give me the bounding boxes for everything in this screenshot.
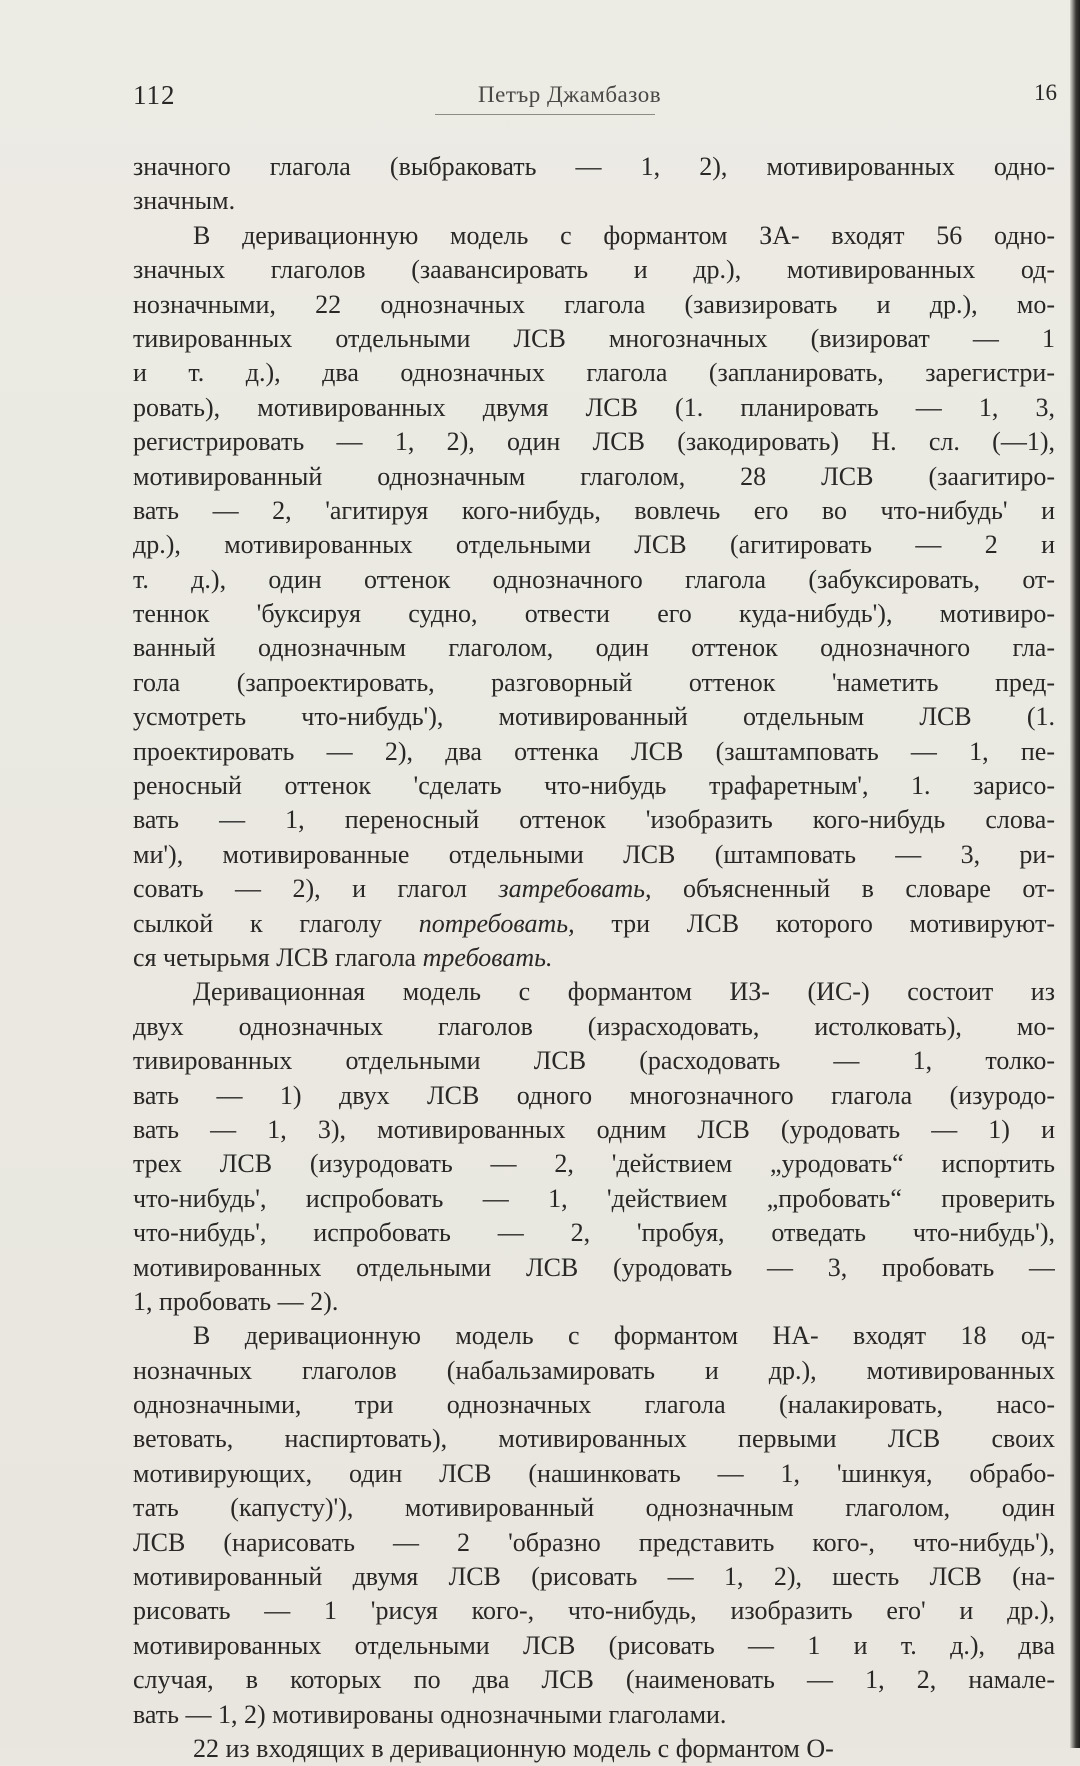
header-rule (435, 114, 655, 115)
text-segment: объясненный в словаре от- (651, 874, 1055, 904)
text-line: др.), мотивированных отдельными ЛСВ (агитировать — 2 и (133, 530, 1055, 560)
text-line: гола (запроектировать, разговорный оттенок 'наметить пред- (133, 667, 1055, 697)
text-line: мотивированный однозначным глаголом, 28 ЛСВ (заагитиро- (133, 461, 1055, 491)
running-header (133, 76, 1057, 116)
text-line (133, 872, 1055, 906)
text-segment: сылкой к глаголу (133, 908, 419, 938)
text-line (133, 907, 1055, 941)
text-line: ванный однозначным глаголом, один оттенок однозначного гла- (133, 633, 1055, 663)
page-number: 112 (133, 80, 176, 110)
text-segment: три ЛСВ которого мотивируют- (574, 908, 1055, 938)
text-line: реносный оттенок 'сделать что-нибудь трафаретным', 1. зарисо- (133, 771, 1055, 801)
text-line: 1, пробовать — 2). (133, 1286, 339, 1316)
italic-word: требовать. (422, 942, 553, 972)
text-line: вать — 1, переносный оттенок 'изобразить кого-нибудь слова- (133, 805, 1055, 835)
text-line: ветовать, наспиртовать), мотивированных первыми ЛСВ своих (133, 1424, 1055, 1454)
text-line: проектировать — 2), два оттенка ЛСВ (заштамповать — 1, пе- (133, 736, 1055, 766)
text-line: и т. д.), два однозначных глагола (запланировать, зарегистри- (133, 358, 1055, 388)
text-line: 22 из входящих в деривационную модель с формантом О- (193, 1733, 834, 1763)
text-line: мотивированных отдельными ЛСВ (рисовать — 1 и т. д.), два (133, 1630, 1055, 1660)
italic-word: затребовать, (498, 874, 652, 904)
text-line: теннок 'буксируя судно, отвести его куда-нибудь'), мотивиро- (133, 599, 1055, 629)
text-line: т. д.), один оттенок однозначного глагола (забуксировать, от- (133, 564, 1055, 594)
text-line: значным. (133, 186, 236, 216)
italic-word: потребовать, (418, 908, 575, 938)
text-line: вать — 1, 2) мотивированы однозначными глаголами. (133, 1699, 727, 1729)
text-line: однозначными, три однозначных глагола (налакировать, насо- (133, 1390, 1055, 1420)
text-line: двух однозначных глаголов (израсходовать, истолковать), мо- (133, 1011, 1055, 1041)
text-line: Деривационная модель с формантом ИЗ- (ИС-) состоит из (193, 977, 1055, 1007)
text-segment: совать — 2), и глагол (133, 874, 499, 904)
text-segment: ся четырьмя ЛСВ глагола (133, 942, 423, 972)
text-line: значного глагола (выбраковать — 1, 2), мотивированных одно- (133, 152, 1055, 181)
text-line: регистрировать — 1, 2), один ЛСВ (закодировать) Н. сл. (—1), (133, 427, 1055, 457)
page-edge-shadow (1070, 0, 1080, 1748)
text-line: нозначными, 22 однозначных глагола (завизировать и др.), мо- (133, 289, 1055, 319)
text-line: что-нибудь', испробовать — 2, 'пробуя, отведать что-нибудь'), (133, 1218, 1055, 1248)
text-line: мотивированный двумя ЛСВ (рисовать — 1, 2), шесть ЛСВ (на- (133, 1562, 1055, 1592)
text-line: что-нибудь', испробовать — 1, 'действием „пробовать“ проверить (133, 1183, 1055, 1213)
text-line: ровать), мотивированных двумя ЛСВ (1. планировать — 1, 3, (133, 392, 1055, 422)
text-line: трех ЛСВ (изуродовать — 2, 'действием „уродовать“ испортить (133, 1149, 1055, 1179)
text-line: В деривационную модель с формантом ЗА- входят 56 одно- (193, 220, 1055, 250)
text-line: тать (капусту)'), мотивированный однозначным глаголом, один (133, 1493, 1055, 1523)
text-line: вать — 1, 3), мотивированных одним ЛСВ (уродовать — 1) и (133, 1114, 1055, 1144)
text-line: рисовать — 1 'рисуя кого-, что-нибудь, изобразить его' и др.), (133, 1596, 1055, 1626)
running-title: Петър Джамбазов (478, 82, 662, 107)
text-line: В деривационную модель с формантом НА- входят 18 од- (193, 1321, 1055, 1351)
text-line: мотивирующих, один ЛСВ (нашинковать — 1, 'шинкуя, обрабо- (133, 1458, 1055, 1488)
text-line: случая, в которых по два ЛСВ (наименовать — 1, 2, намале- (133, 1665, 1055, 1695)
text-line: вать — 2, 'агитируя кого-нибудь, вовлечь его во что-нибудь' и (133, 495, 1055, 525)
text-line: мотивированных отдельными ЛСВ (уродовать — 3, пробовать — (133, 1252, 1055, 1282)
text-line: тивированных отдельными ЛСВ (расходовать — 1, толко- (133, 1046, 1055, 1076)
text-line: ЛСВ (нарисовать — 2 'образно представить кого-, что-нибудь'), (133, 1527, 1055, 1557)
text-line (133, 941, 1055, 975)
signature-mark: 16 (1034, 80, 1057, 105)
text-line: тивированных отдельными ЛСВ многозначных (визироват — 1 (133, 323, 1055, 353)
text-line: значных глаголов (заавансировать и др.), мотивированных од- (133, 255, 1055, 285)
text-line: вать — 1) двух ЛСВ одного многозначного глагола (изуродо- (133, 1080, 1055, 1110)
text-line: ми'), мотивированные отдельными ЛСВ (штамповать — 3, ри- (133, 839, 1055, 869)
body-text (133, 150, 1055, 1766)
text-line: усмотреть что-нибудь'), мотивированный отдельным ЛСВ (1. (133, 702, 1055, 732)
text-line: нозначных глаголов (набальзамировать и др.), мотивированных (133, 1355, 1055, 1385)
